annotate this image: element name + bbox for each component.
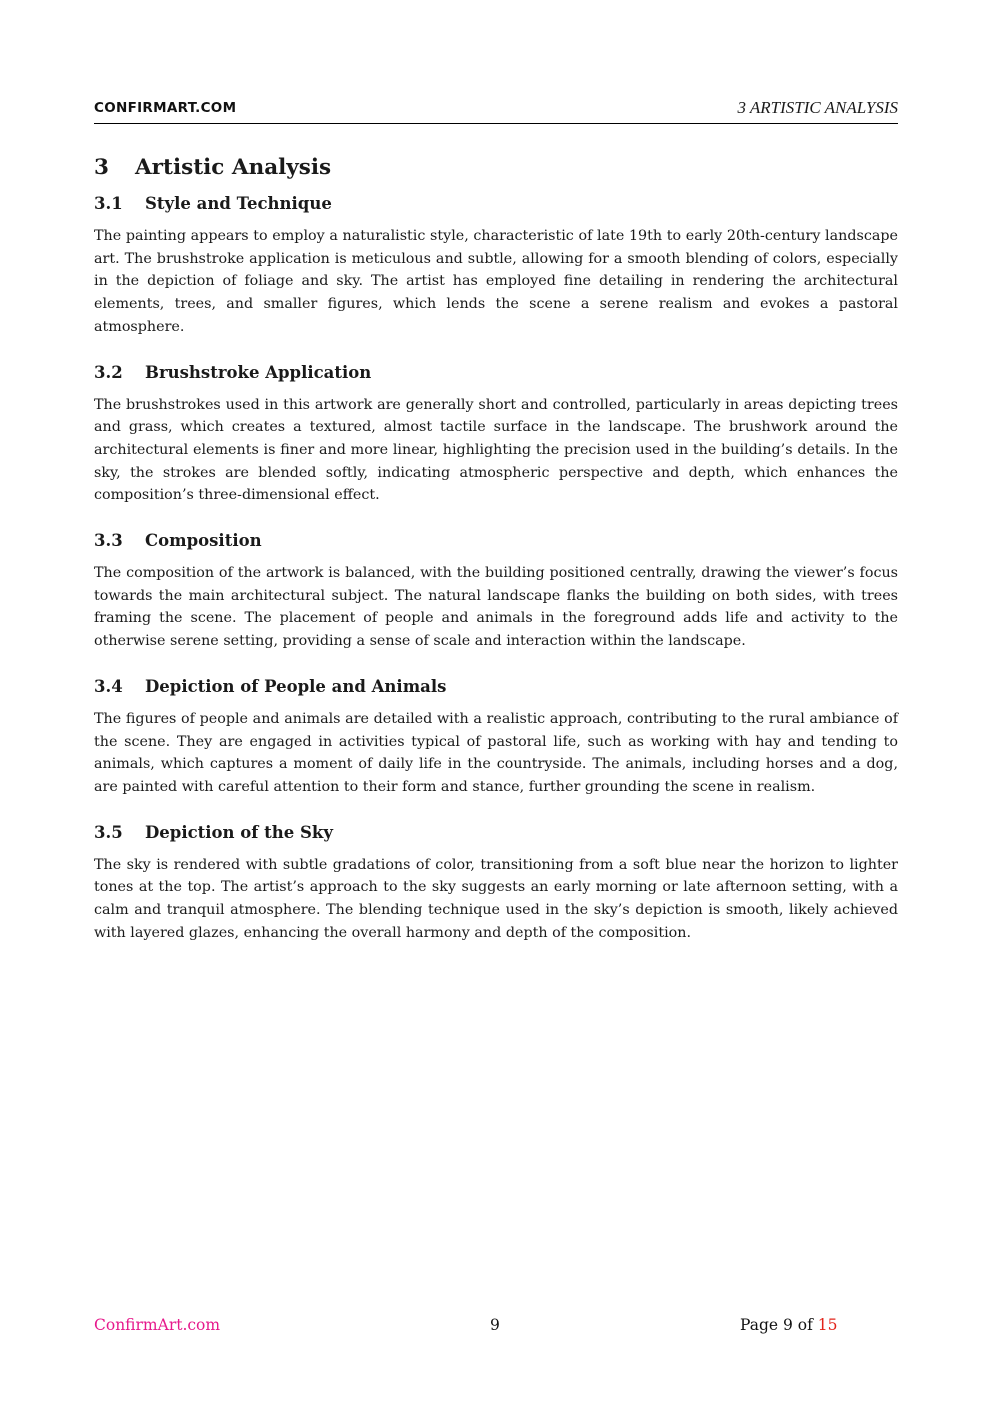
subsection-title: Depiction of the Sky bbox=[145, 822, 333, 842]
paragraph-people-animals: The figures of people and animals are detailed with a realistic approach, contributing to the rural ambiance of the scene. They are engaged in activities typical of pastoral life, such as working with hay and tending to animals, which captures a moment of daily life in the countryside. The animals, including horses and a dog, are painted with careful attention to their form and stance, further grounding the scene in realism. bbox=[94, 710, 898, 795]
subsection-number: 3.2 bbox=[94, 362, 123, 382]
subsection-heading-3-3 bbox=[94, 531, 898, 550]
subsection-heading-3-5 bbox=[94, 823, 898, 842]
subsection-number: 3.3 bbox=[94, 531, 123, 551]
subsection-title: Brushstroke Application bbox=[145, 362, 372, 382]
subsection-number: 3.5 bbox=[94, 822, 123, 842]
main-content bbox=[94, 155, 898, 968]
subsection-number: 3.1 bbox=[94, 194, 123, 213]
section-title: Artistic Analysis bbox=[135, 155, 332, 180]
site-logo[interactable]: CONFIRMART.COM bbox=[94, 100, 237, 116]
paragraph-composition: The composition of the artwork is balanced, with the building positioned centrally, drawing the viewer’s focus towards the main architectural subject. The natural landscape flanks the building on both sides, with trees framing the scene. The placement of people and animals in the foreground adds life and activity to the otherwise serene setting, providing a sense of scale and interaction within the landscape. bbox=[94, 565, 898, 650]
subsection-title: Style and Technique bbox=[145, 194, 332, 213]
subsection-title: Depiction of People and Animals bbox=[145, 676, 447, 696]
paragraph-brushstroke: The brushstrokes used in this artwork are generally short and controlled, particularly in areas depicting trees and grass, which creates a textured, almost tactile surface in the landscape. The brushwork around the architectural elements is finer and more linear, highlighting the precision used in the building’s details. In the sky, the strokes are blended softly, indicating atmospheric perspective and depth, which enhances the composition’s three-dimensional effect. bbox=[94, 396, 898, 504]
footer-page-number: 9 bbox=[490, 1316, 500, 1334]
footer-total-pages-link[interactable]: 15 bbox=[817, 1316, 838, 1334]
subsection-heading-3-1 bbox=[94, 194, 898, 213]
running-header bbox=[94, 97, 898, 124]
subsection-title: Composition bbox=[145, 531, 262, 551]
subsection-heading-3-2 bbox=[94, 363, 898, 382]
section-number: 3 bbox=[94, 155, 109, 180]
footer-site-link[interactable]: ConfirmArt.com bbox=[94, 1316, 221, 1334]
paragraph-style-technique: The painting appears to employ a naturalistic style, characteristic of late 19th to early 20th-century landscape art. The brushstroke application is meticulous and subtle, allowing for a smooth blending of colors, especially in the depiction of foliage and sky. The artist has employed fine detailing in rendering the architectural elements, trees, and smaller figures, which lends the scene a serene realism and evokes a pastoral atmosphere. bbox=[94, 228, 898, 335]
subsection-number: 3.4 bbox=[94, 676, 123, 696]
section-heading bbox=[94, 155, 898, 180]
paragraph-sky: The sky is rendered with subtle gradations of color, transitioning from a soft blue near the horizon to lighter tones at the top. The artist’s approach to the sky suggests an early morning or late afternoon setting, with a calm and tranquil atmosphere. The blending technique used in the sky’s depiction is smooth, likely achieved with layered glazes, enhancing the overall harmony and depth of the composition. bbox=[94, 856, 898, 941]
header-section-title: 3 ARTISTIC ANALYSIS bbox=[737, 98, 898, 117]
footer-page-count bbox=[740, 1316, 838, 1334]
page-footer bbox=[0, 1316, 993, 1338]
footer-page-label: Page 9 of bbox=[740, 1316, 813, 1334]
subsection-heading-3-4 bbox=[94, 677, 898, 696]
